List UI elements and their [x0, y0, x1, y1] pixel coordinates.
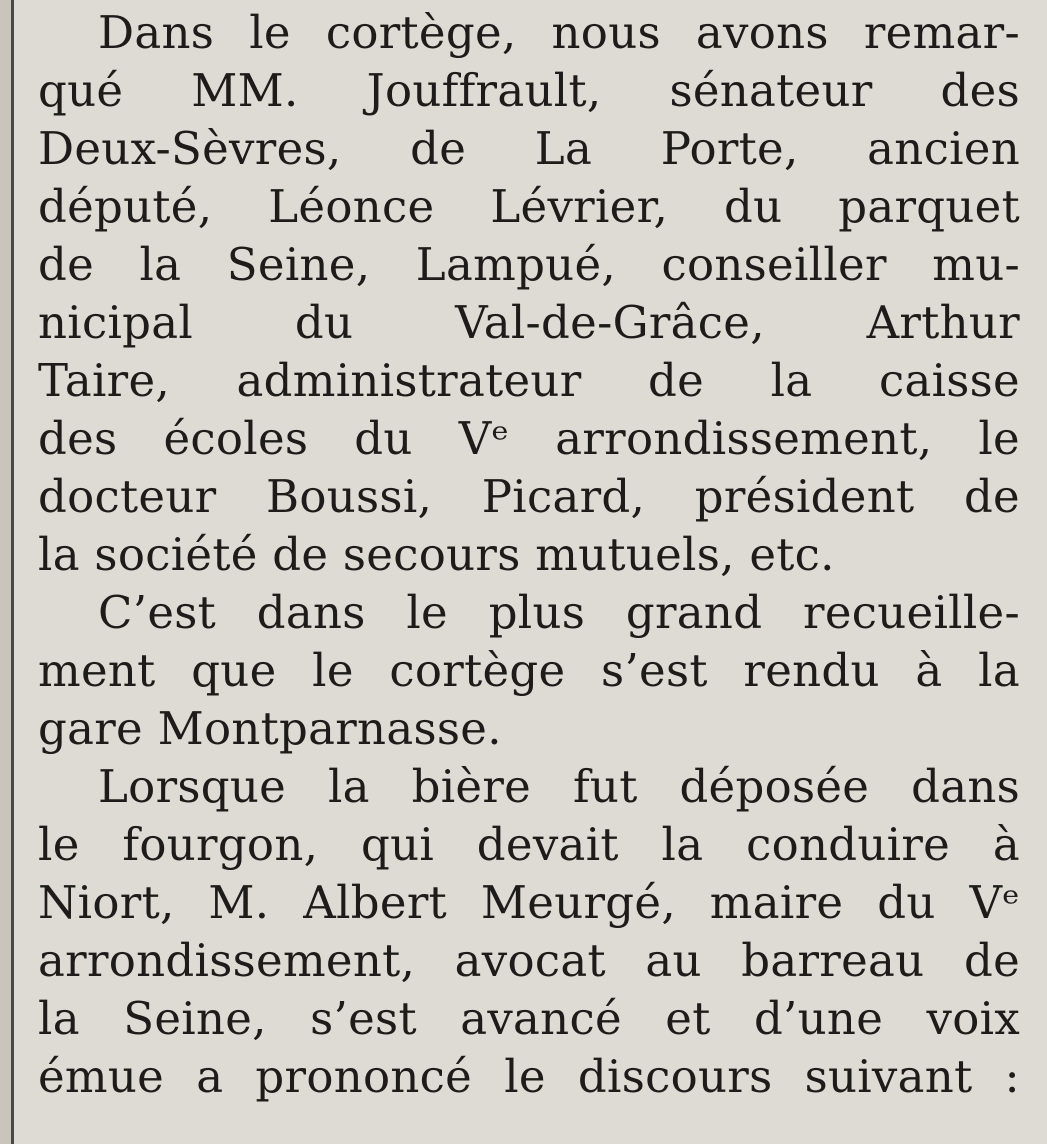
- text-line: C’est dans le plus grand recueille-: [98, 586, 1020, 639]
- text-line: Taire, administrateur de la caisse: [38, 354, 1020, 407]
- text-line: ment que le cortège s’est rendu à la: [38, 644, 1020, 697]
- text-line: arrondissement, avocat au barreau de: [38, 934, 1020, 987]
- paragraph-1: [38, 4, 1020, 584]
- text-line: député, Léonce Lévrier, du parquet: [38, 180, 1020, 233]
- paragraph-3: [38, 758, 1020, 1106]
- text-line: la société de secours mutuels, etc.: [38, 528, 835, 581]
- column-margin: [0, 0, 11, 1144]
- text-line: Lorsque la bière fut déposée dans: [98, 760, 1020, 813]
- text-line: Dans le cortège, nous avons remar-: [98, 6, 1020, 59]
- text-line: émue a prononcé le discours suivant :: [38, 1050, 1020, 1103]
- text-line: docteur Boussi, Picard, président de: [38, 470, 1020, 523]
- text-line: Niort, M. Albert Meurgé, maire du Vᵉ: [38, 876, 1020, 929]
- text-line: des écoles du Vᵉ arrondissement, le: [38, 412, 1020, 465]
- text-line: le fourgon, qui devait la conduire à: [38, 818, 1020, 871]
- paragraph-2: [38, 584, 1020, 758]
- text-line: nicipal du Val-de-Grâce, Arthur: [38, 296, 1020, 349]
- text-line: Deux-Sèvres, de La Porte, ancien: [38, 122, 1020, 175]
- text-line: de la Seine, Lampué, conseiller mu-: [38, 238, 1020, 291]
- text-line: gare Montparnasse.: [38, 702, 502, 755]
- article-text: [38, 0, 1020, 1106]
- text-line: qué MM. Jouffrault, sénateur des: [38, 64, 1020, 117]
- column-rule: [11, 0, 14, 1144]
- text-line: la Seine, s’est avancé et d’une voix: [38, 992, 1020, 1045]
